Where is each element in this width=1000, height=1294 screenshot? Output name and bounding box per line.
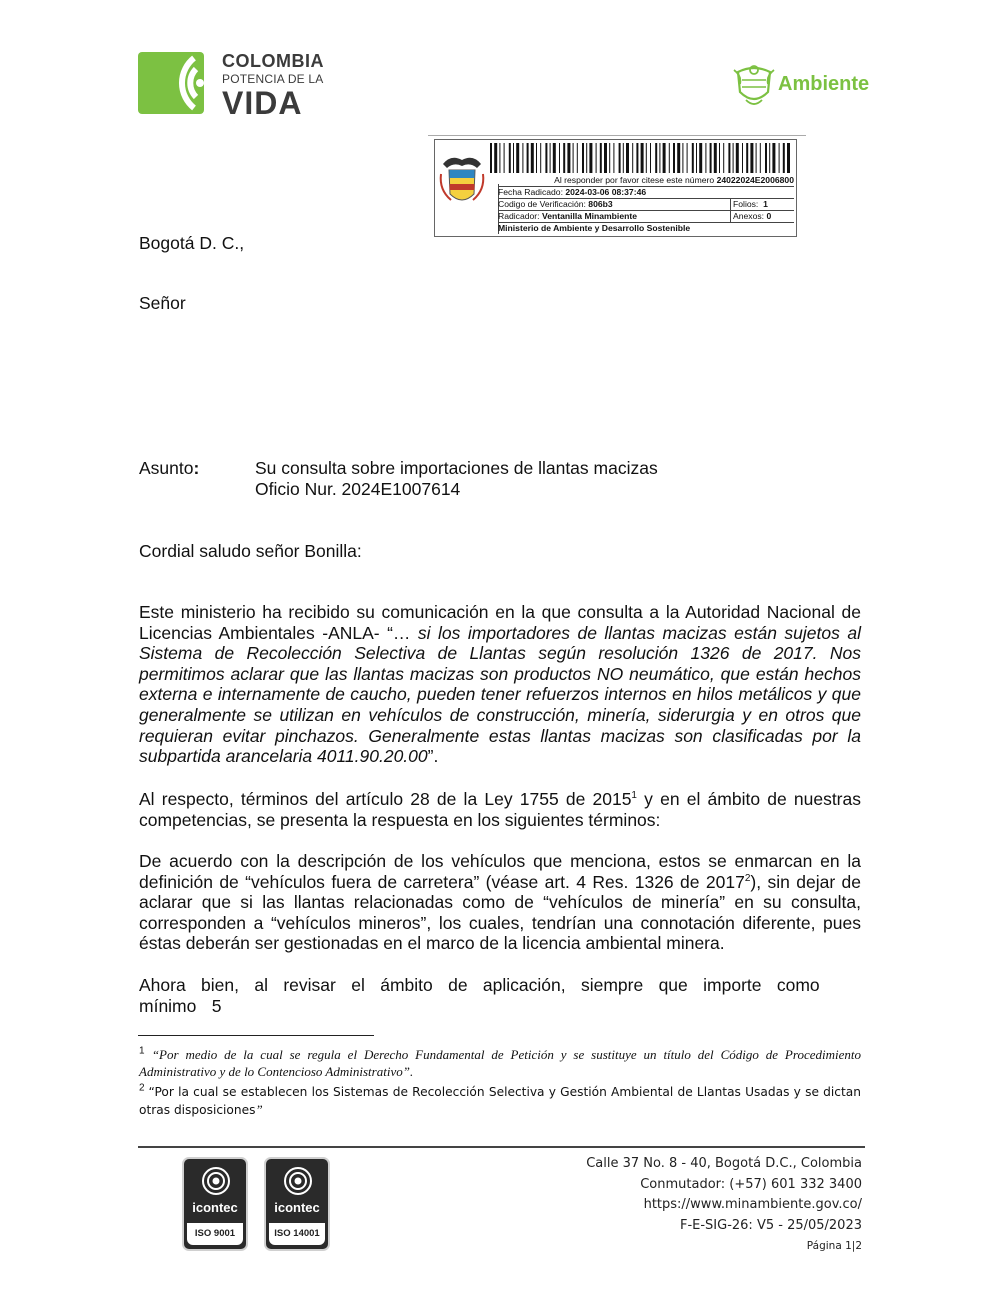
- footer-form-code: F-E-SIG-26: V5 - 25/05/2023: [679, 1217, 862, 1233]
- icontec-seal-icon: [283, 1166, 313, 1196]
- paragraph-4: Ahora bien, al revisar el ámbito de aplicación, siempre que importe como mínimo 5: [139, 975, 820, 1016]
- stamp-codigo-row: [498, 198, 794, 210]
- paragraph-2-a: Al respecto, términos del artículo 28 de la Ley 1755 de 2015: [139, 789, 632, 809]
- stamp-entity: Ministerio de Ambiente y Desarrollo Sostenible: [498, 223, 691, 233]
- cert2-iso: ISO 14001: [269, 1223, 325, 1245]
- ambiente-logo: [732, 62, 882, 112]
- footnote-1: [139, 1046, 861, 1080]
- stamp-folios-label: Folios:: [733, 199, 759, 209]
- stamp-respond-note: Al responder por favor citese este número: [554, 175, 715, 185]
- stamp-fecha-label: Fecha Radicado:: [498, 187, 563, 197]
- subject-line2: Oficio Nur. 2024E1007614: [255, 478, 461, 499]
- stamp-radicador-label: Radicador:: [498, 211, 540, 221]
- footnote-2-number: 2: [139, 1082, 145, 1094]
- subject-text: [255, 458, 658, 499]
- footnote-2: [139, 1083, 861, 1119]
- logo-line3: VIDA: [222, 85, 303, 121]
- filing-stamp: [434, 139, 797, 237]
- stamp-divider: [428, 135, 806, 136]
- stamp-codigo-label: Codigo de Verificación:: [498, 199, 586, 209]
- footnote-1-number: 1: [139, 1045, 145, 1057]
- ambiente-label: Ambiente: [778, 73, 870, 95]
- footnote-ref-2[interactable]: 2: [744, 872, 751, 884]
- subject-colon: :: [193, 458, 200, 478]
- paragraph-2-b: y en el ámbito de nuestras competencias, se presenta la respuesta en los siguientes términos:: [139, 789, 861, 830]
- subject-label: [139, 458, 199, 479]
- stamp-anexos-value: 0: [766, 211, 772, 221]
- barcode-icon: [488, 142, 794, 174]
- stamp-folios-value: 1: [763, 199, 768, 209]
- stamp-codigo-value: 806b3: [588, 199, 613, 209]
- letter-city: Bogotá D. C.,: [139, 233, 245, 253]
- icontec-iso9001-badge: [182, 1157, 248, 1251]
- footnote-2-text: “Por la cual se establecen los Sistemas de Recolección Selectiva y Gestión Ambiental de Llantas Usadas y se dictan otras disposiciones: [139, 1085, 861, 1117]
- cert2-brand: icontec: [274, 1200, 320, 1215]
- paragraph-1-quote: si los importadores de llantas macizas están sujetos al Sistema de Recolección Selectiva de Llantas según resolución 1326 de 2017. Nos permitimos aclarar que las llantas macizas son productos NO neumático, que están hechos externa e internamente de caucho, pueden tener refuerzos internos en hilos metálicos y que generalmente se utilizan en vehículos de construcción, minería, siderurgia y en otros que requieran evitar pinchazos. Generalmente estas llantas macizas son clasificadas por la subpartida arancelaria 4011.90.20.00: [139, 622, 861, 767]
- footer-url[interactable]: https://www.minambiente.gov.co/: [643, 1197, 862, 1212]
- logo-line1: COLOMBIA: [222, 51, 324, 71]
- stamp-radicador-value: Ventanilla Minambiente: [541, 211, 637, 221]
- paragraph-1-end: ”.: [427, 746, 439, 767]
- stamp-respond-number: 24022024E2006800: [716, 175, 794, 185]
- footnote-divider: [138, 1035, 374, 1036]
- footer-page-number: Página 1|2: [806, 1240, 862, 1252]
- paragraph-3: [139, 851, 861, 954]
- paragraph-3-a: De acuerdo con la descripción de los vehículos que menciona, estos se enmarcan en la definición de “vehículos fuera de carretera” (véase art. 4 Res. 1326 de 2017: [139, 851, 861, 892]
- footnote-ref-1[interactable]: 1: [631, 790, 637, 802]
- cert1-iso: ISO 9001: [187, 1223, 243, 1245]
- footnote-1-text: “Por medio de la cual se regula el Derecho Fundamental de Petición y se sustituye un título del Código de Procedimiento Administrativo y de lo Contencioso Administrativo”.: [139, 1047, 861, 1079]
- cert1-brand: icontec: [192, 1200, 238, 1215]
- stamp-anexos-label: Anexos:: [733, 211, 765, 221]
- stamp-radicador-row: [498, 210, 794, 222]
- footer-phone: Conmutador: (+57) 601 332 3400: [640, 1176, 862, 1192]
- subject-line1: Su consulta sobre importaciones de llantas macizas: [255, 458, 658, 478]
- stamp-fecha-value: 2024-03-06 08:37:46: [565, 187, 647, 197]
- footnote-2-close: ”: [255, 1102, 263, 1117]
- paragraph-2: [139, 789, 861, 830]
- colombia-potencia-vida-logo: [138, 50, 338, 120]
- colombia-logo-icon: [138, 50, 216, 116]
- stamp-entity-row: [498, 222, 794, 234]
- footer-contact: [540, 1154, 862, 1257]
- coat-of-arms-icon: [732, 62, 776, 110]
- paragraph-3-b: ), sin dejar de aclarar que si las llantas relacionadas como de “vehículos de minería” en su consulta, corresponden a “vehículos mineros”, los cuales, tendrían una connotación diferente, pues éstas deberán ser gestionadas en el marco de la licencia ambiental minera.: [139, 871, 861, 954]
- icontec-iso14001-badge: [264, 1157, 330, 1251]
- letter-recipient-title: Señor: [139, 293, 186, 313]
- paragraph-1-intro: Este ministerio ha recibido su comunicación en la que consulta a la Autoridad Nacional de Licencias Ambientales -ANLA- “…: [139, 602, 861, 643]
- paragraph-1: [139, 602, 861, 767]
- stamp-fecha-row: [498, 186, 794, 198]
- subject-label-text: Asunto: [139, 458, 194, 478]
- stamp-respond-row: [498, 175, 794, 186]
- icontec-seal-icon: [201, 1166, 231, 1196]
- greeting: Cordial saludo señor Bonilla:: [139, 541, 362, 561]
- footer-address: Calle 37 No. 8 - 40, Bogotá D.C., Colombia: [586, 1156, 862, 1171]
- footer-divider: [138, 1146, 865, 1148]
- logo-line2: POTENCIA DE LA: [222, 72, 324, 86]
- colombia-emblem-icon: [437, 150, 487, 210]
